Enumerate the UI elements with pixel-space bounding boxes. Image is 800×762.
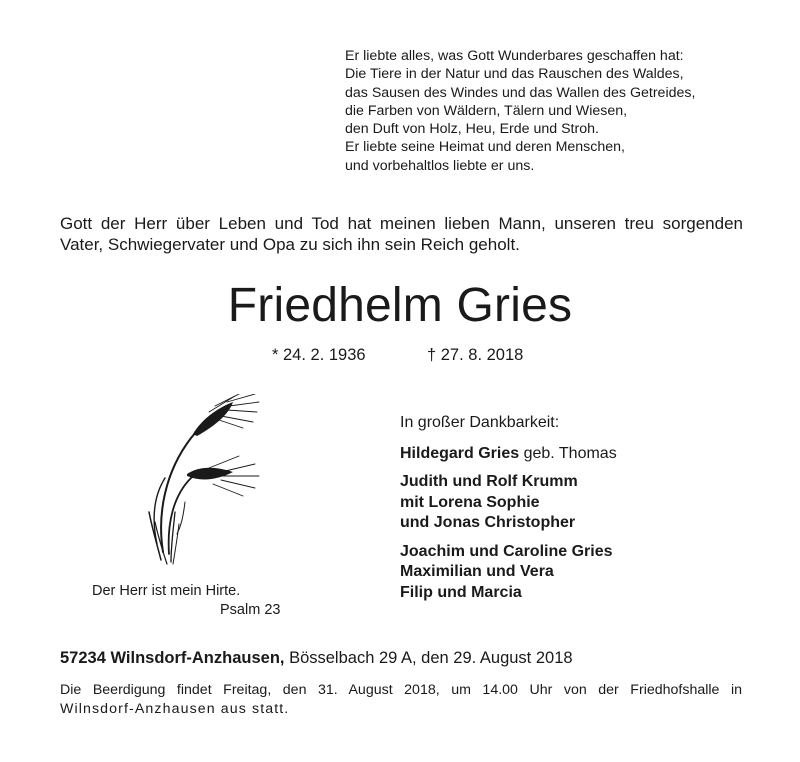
family-line: Filip und Marcia <box>400 583 522 601</box>
family-line: Joachim und Caroline Gries <box>400 542 613 560</box>
death-date: † 27. 8. 2018 <box>427 346 524 364</box>
motto-source: Psalm 23 <box>220 602 281 618</box>
intro-text <box>60 213 743 255</box>
widow-name: Hildegard Gries <box>400 444 520 462</box>
intro-line: Gott der Herr über Leben und Tod hat meinen lieben Mann, unseren treu sorgenden <box>60 214 743 233</box>
family-group <box>400 542 617 604</box>
family-line: und Jonas Christopher <box>400 514 576 531</box>
funeral-notice <box>60 681 742 718</box>
poem-line: Er liebte alles, was Gott Wunderbares geschaffen hat: <box>345 48 684 64</box>
wheat-ears-icon <box>143 394 267 566</box>
deceased-name: Friedhelm Gries <box>227 279 573 332</box>
address-line <box>60 648 573 668</box>
poem-line: den Duft von Holz, Heu, Erde und Stroh. <box>345 121 599 138</box>
family-line: Judith und Rolf Krumm <box>400 473 578 490</box>
widow-line <box>400 444 617 465</box>
funeral-line: Wilnsdorf-Anzhausen aus statt. <box>60 700 290 717</box>
poem-line: die Farben von Wäldern, Tälern und Wiesen, <box>345 102 628 119</box>
poem-line: das Sausen des Windes und das Wallen des Getreides, <box>345 84 696 101</box>
family-line: mit Lorena Sophie <box>400 493 540 511</box>
poem-line: Die Tiere in der Natur und das Rauschen des Waldes, <box>345 66 684 83</box>
poem-line: und vorbehaltlos liebte er uns. <box>345 157 535 174</box>
intro-line: Vater, Schwiegervater und Opa zu sich ihn sein Reich geholt. <box>60 235 520 254</box>
mourners-list <box>400 413 617 611</box>
birth-date: * 24. 2. 1936 <box>272 346 366 364</box>
funeral-line: Die Beerdigung findet Freitag, den 31. August 2018, um 14.00 Uhr von der Friedhofshalle in <box>60 682 742 698</box>
widow-maiden-name: geb. Thomas <box>519 444 617 462</box>
address-street-date: Bösselbach 29 A, den 29. August 2018 <box>284 649 573 667</box>
gratitude-line: In großer Dankbarkeit: <box>400 414 560 431</box>
family-line: Maximilian und Vera <box>400 563 554 580</box>
address-city: 57234 Wilnsdorf-Anzhausen, <box>60 649 285 667</box>
family-group <box>400 472 617 534</box>
motto-text: Der Herr ist mein Hirte. <box>92 583 241 599</box>
poem <box>345 47 695 175</box>
poem-line: Er liebte seine Heimat und deren Menschen, <box>345 139 625 156</box>
